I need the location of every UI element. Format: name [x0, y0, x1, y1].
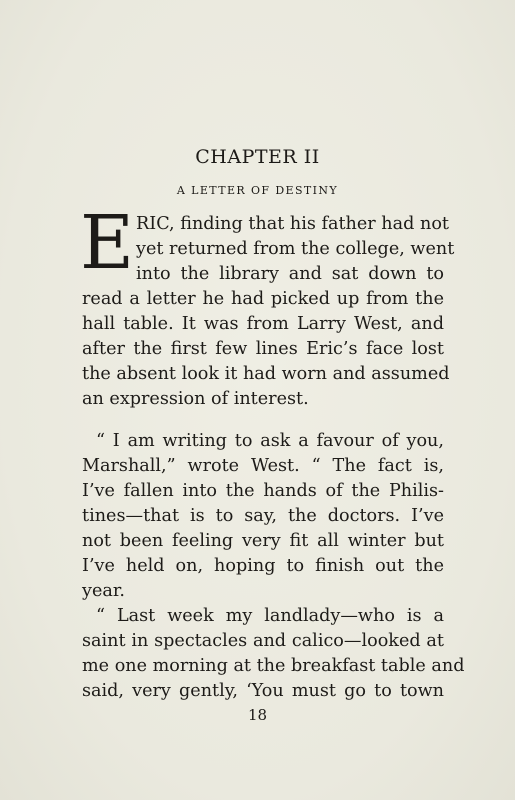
drop-cap: E — [80, 200, 135, 286]
text-line: hall table. It was from Larry West, and — [82, 314, 444, 334]
text-line: “ Last week my landlady—who is a — [96, 606, 444, 626]
text-line: after the first few lines Eric’s face lost — [82, 339, 444, 359]
text-line: I’ve held on, hoping to finish out the — [82, 556, 444, 576]
text-line: year. — [82, 581, 125, 601]
text-line: tines—that is to say, the doctors. I’ve — [82, 506, 444, 526]
text-line: I’ve fallen into the hands of the Philis- — [82, 481, 444, 501]
chapter-subtitle: A LETTER OF DESTINY — [176, 184, 339, 197]
text-line: read a letter he had picked up from the — [82, 289, 444, 309]
text-line: yet returned from the college, went — [136, 239, 455, 259]
text-line: RIC, finding that his father had not — [136, 214, 449, 234]
text-line: “ I am writing to ask a favour of you, — [96, 431, 444, 451]
text-line: the absent look it had worn and assumed — [82, 364, 450, 384]
page-number: 18 — [247, 706, 268, 724]
text-line: into the library and sat down to — [136, 264, 444, 284]
text-line: said, very gently, ‘You must go to town — [82, 681, 444, 701]
text-line: not been feeling very fit all winter but — [82, 531, 444, 551]
text-line: saint in spectacles and calico—looked at — [82, 631, 444, 651]
text-line: Marshall,” wrote West. “ The fact is, — [82, 456, 444, 476]
chapter-title: CHAPTER II — [195, 146, 320, 168]
text-line: an expression of interest. — [82, 389, 309, 409]
text-line: me one morning at the breakfast table and — [82, 656, 465, 676]
